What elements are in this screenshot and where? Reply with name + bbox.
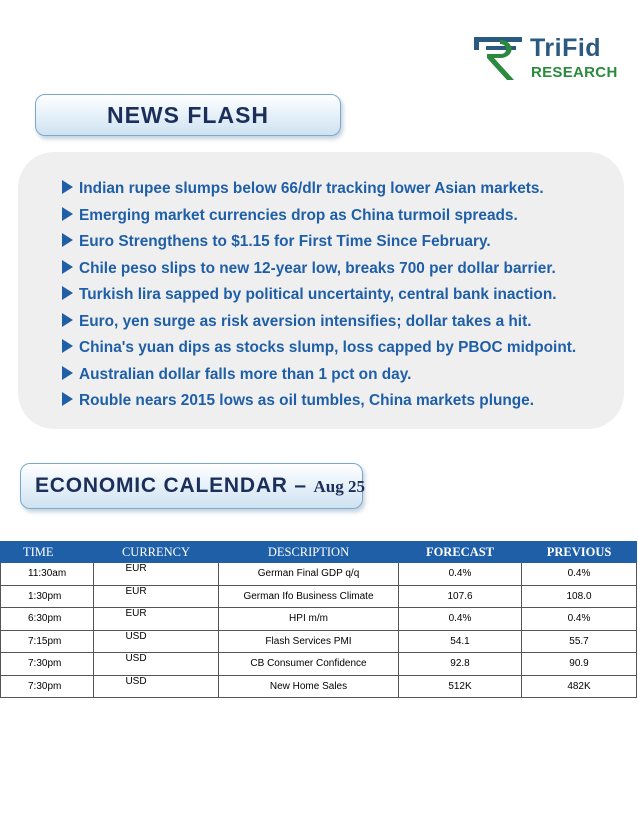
cell-time: 6:30pm (1, 608, 94, 631)
cell-currency: EUR (94, 585, 219, 608)
arrow-bullet-icon (62, 286, 73, 300)
trifid-logo (474, 34, 618, 84)
news-item: Indian rupee slumps below 66/dlr tracking lower Asian markets. (62, 176, 576, 203)
col-header-description: DESCRIPTION (219, 542, 399, 563)
cell-currency: EUR (94, 563, 219, 586)
economic-calendar-banner (20, 463, 366, 509)
news-item: Rouble nears 2015 lows as oil tumbles, China markets plunge. (62, 388, 576, 415)
col-header-time: TIME (1, 542, 94, 563)
cell-previous: 55.7 (522, 630, 637, 653)
arrow-bullet-icon (62, 392, 73, 406)
news-flash-heading: NEWS FLASH (106, 102, 270, 128)
cell-currency: USD (94, 675, 219, 698)
cell-time: 7:15pm (1, 630, 94, 653)
cell-time: 11:30am (1, 563, 94, 586)
cell-currency: USD (94, 630, 219, 653)
cell-time: 7:30pm (1, 675, 94, 698)
cell-previous: 482K (522, 675, 637, 698)
news-item: China's yuan dips as stocks slump, loss capped by PBOC midpoint. (62, 335, 576, 362)
news-flash-banner (35, 94, 341, 136)
cell-previous: 90.9 (522, 653, 637, 676)
arrow-bullet-icon (62, 260, 73, 274)
news-item: Australian dollar falls more than 1 pct on day. (62, 362, 576, 389)
table-row (1, 608, 637, 631)
table-row (1, 630, 637, 653)
news-item: Euro, yen surge as risk aversion intensifies; dollar takes a hit. (62, 309, 576, 336)
cell-description: Flash Services PMI (219, 630, 399, 653)
calendar-heading-text: ECONOMIC CALENDAR – (35, 474, 307, 497)
cell-previous: 0.4% (522, 563, 637, 586)
arrow-bullet-icon (62, 339, 73, 353)
logo-name-research: RESEARCH (531, 64, 618, 81)
calendar-date: Aug 25 (313, 477, 366, 496)
economic-calendar-heading (35, 474, 365, 498)
cell-time: 7:30pm (1, 653, 94, 676)
rupee-symbol-icon (474, 34, 528, 84)
cell-forecast: 512K (399, 675, 522, 698)
economic-calendar-table (0, 541, 637, 698)
cell-currency: USD (94, 653, 219, 676)
arrow-bullet-icon (62, 180, 73, 194)
arrow-bullet-icon (62, 233, 73, 247)
news-item: Chile peso slips to new 12-year low, breaks 700 per dollar barrier. (62, 256, 576, 283)
table-row (1, 653, 637, 676)
cell-description: New Home Sales (219, 675, 399, 698)
arrow-bullet-icon (62, 313, 73, 327)
table-header-row (1, 542, 637, 563)
cell-forecast: 107.6 (399, 585, 522, 608)
col-header-forecast: FORECAST (399, 542, 522, 563)
col-header-currency: CURRENCY (94, 542, 219, 563)
news-item: Euro Strengthens to $1.15 for First Time Since February. (62, 229, 576, 256)
cell-previous: 0.4% (522, 608, 637, 631)
logo-name-trifid: TriFid (530, 34, 602, 62)
cell-description: German Ifo Business Climate (219, 585, 399, 608)
cell-forecast: 92.8 (399, 653, 522, 676)
news-item: Emerging market currencies drop as China turmoil spreads. (62, 203, 576, 230)
news-item: Turkish lira sapped by political uncertainty, central bank inaction. (62, 282, 576, 309)
cell-forecast: 0.4% (399, 563, 522, 586)
arrow-bullet-icon (62, 207, 73, 221)
col-header-previous: PREVIOUS (522, 542, 637, 563)
cell-currency: EUR (94, 608, 219, 631)
cell-time: 1:30pm (1, 585, 94, 608)
cell-forecast: 0.4% (399, 608, 522, 631)
cell-description: German Final GDP q/q (219, 563, 399, 586)
cell-forecast: 54.1 (399, 630, 522, 653)
table-row (1, 585, 637, 608)
news-list (62, 176, 576, 415)
cell-description: CB Consumer Confidence (219, 653, 399, 676)
cell-previous: 108.0 (522, 585, 637, 608)
table-row (1, 563, 637, 586)
arrow-bullet-icon (62, 366, 73, 380)
table-row (1, 675, 637, 698)
cell-description: HPI m/m (219, 608, 399, 631)
